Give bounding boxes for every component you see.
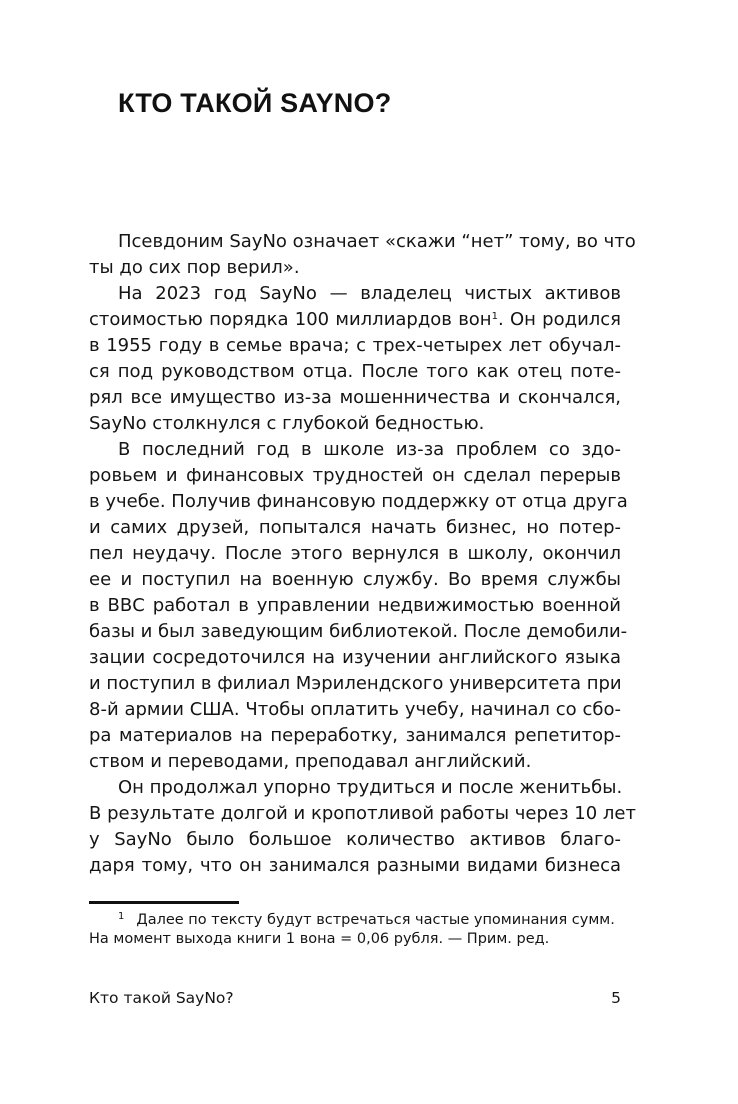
text-line: в 1955 году в семье врача; с трех-четырех лет обучал- [89,335,621,356]
text-line: в учебе. Получив финансовую поддержку от отца друга [89,491,628,512]
text-line: базы и был заведующим библиотекой. После демобили- [89,621,628,642]
running-head: Кто такой SayNo? [89,989,234,1007]
text-line: ты до сих пор верил». [89,257,300,278]
text-line: На 2023 год SayNo — владелец чистых активов [118,283,621,304]
footnote-text: Далее по тексту будут встречаться частые упоминания сумм. [136,912,615,928]
page-number: 5 [611,989,621,1007]
text-line: у SayNo было большое количество активов благо- [89,829,621,850]
footnote-number: 1 [118,911,125,922]
text-line: рял все имущество из-за мошенничества и скончался, [89,387,621,408]
body-text [89,229,636,879]
text-line: 8-й армии США. Чтобы оплатить учебу, начинал со сбо- [89,699,621,720]
footnote-reference: 1 [491,311,498,322]
text-line: ся под руководством отца. После того как отец поте- [89,361,621,382]
page-title: КТО ТАКОЙ SAYNO? [118,88,392,118]
text-line: ством и переводами, преподавал английский. [89,751,532,772]
text-line: пел неудачу. После этого вернулся в школу, окончил [89,543,621,564]
text-line: SayNo столкнулся с глубокой бедностью. [89,413,485,434]
text-line: даря тому, что он занимался разными видами бизнеса [89,855,621,876]
text-line: и поступил в филиал Мэрилендского университета при [89,673,622,694]
text-line: В последний год в школе из-за проблем со здо- [118,439,621,460]
footnote-line [89,906,621,928]
text-line: Он продолжал упорно трудиться и после женитьбы. [118,777,623,798]
footnote [89,906,621,950]
footnote-line: На момент выхода книги 1 вона = 0,06 рубля. — Прим. ред. [89,931,550,947]
text-line: ровьем и финансовых трудностей он сделал перерыв [89,465,621,486]
text-line: и самих друзей, попытался начать бизнес, но потер- [89,517,621,538]
text-fragment: . Он родился [497,309,621,330]
text-line: В результате долгой и кропотливой работы через 10 лет [89,803,636,824]
text-fragment: стоимостью порядка 100 миллиардов вон [89,309,492,330]
text-line: ее и поступил на военную службу. Во время службы [89,569,621,590]
text-line: в ВВС работал в управлении недвижимостью военной [89,595,621,616]
text-line: Псевдоним SayNo означает «скажи “нет” тому, во что [118,231,636,252]
text-line: ра материалов на переработку, занимался репетитор- [89,725,621,746]
text-line: зации сосредоточился на изучении английского языка [89,647,621,668]
text-line [89,307,621,333]
footnote-divider [89,901,239,904]
